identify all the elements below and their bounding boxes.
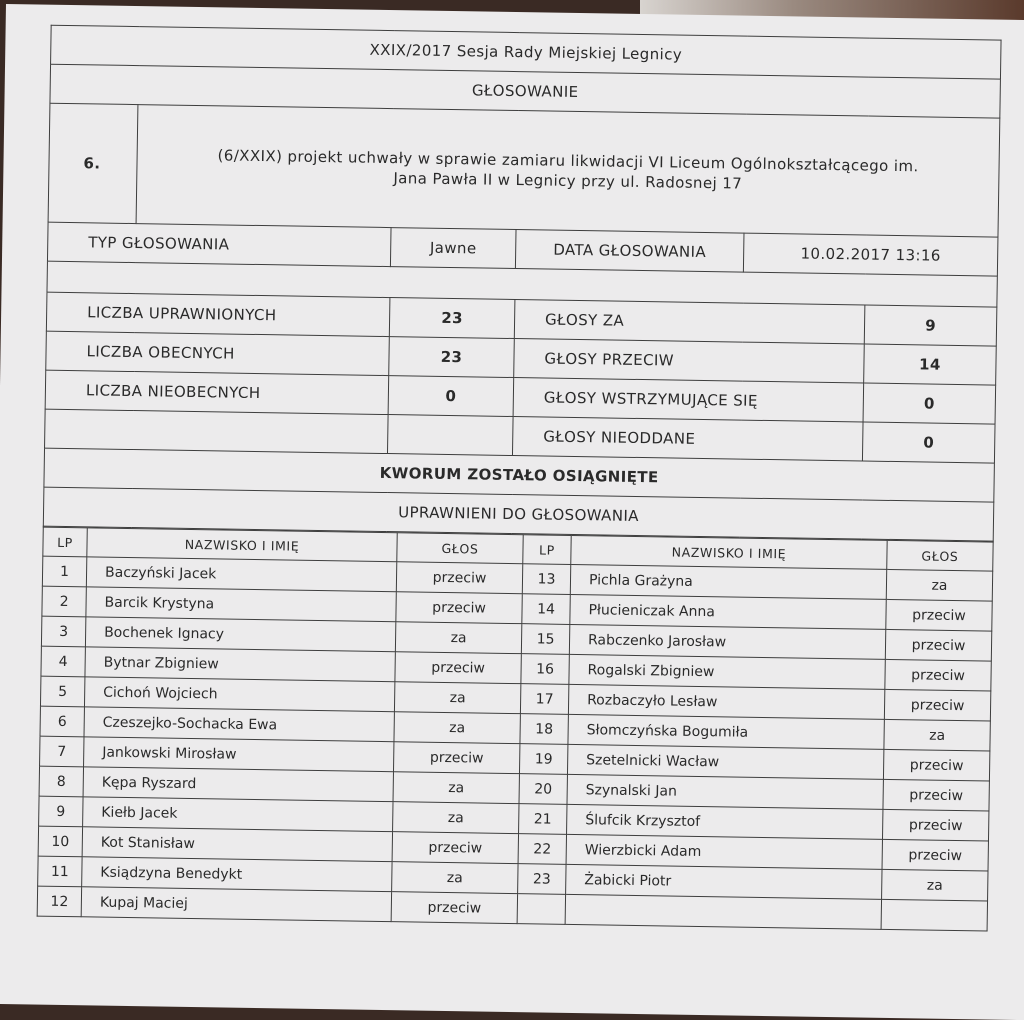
voter-vote: przeciw: [885, 659, 991, 691]
eligible-label: LICZBA UPRAWNIONYCH: [46, 292, 390, 336]
section-title: GŁOSOWANIE: [50, 64, 1001, 118]
session-title: XXIX/2017 Sesja Rady Miejskiej Legnicy: [51, 25, 1002, 79]
voter-name: Kępa Ryszard: [83, 767, 393, 802]
voter-name: Cichoń Wojciech: [84, 677, 394, 712]
voters-title: UPRAWNIENI DO GŁOSOWANIA: [43, 487, 994, 541]
voter-vote: za: [393, 802, 519, 834]
voter-vote: za: [394, 712, 520, 744]
col-name-left: NAZWISKO I IMIĘ: [87, 528, 397, 562]
voter-vote: przeciw: [396, 562, 522, 594]
eligible-value: 23: [389, 298, 515, 339]
voter-lp: 15: [521, 624, 569, 655]
voter-lp: 19: [519, 744, 567, 775]
voter-lp: 11: [38, 856, 82, 887]
voters-table-body: [37, 527, 993, 931]
voter-vote: przeciw: [395, 652, 521, 684]
voter-name: Rabczenko Jarosław: [569, 624, 885, 659]
voter-name: Ksiądzyna Benedykt: [82, 857, 392, 892]
voter-name: Żabicki Piotr: [566, 864, 882, 899]
item-description-line1: (6/XXIX) projekt uchwały w sprawie zamiaru likwidacji VI Liceum Ogólnokształcącego im.: [217, 146, 919, 176]
voter-lp: [517, 894, 565, 925]
voter-vote: za: [392, 862, 518, 894]
voter-vote: przeciw: [882, 809, 988, 841]
voter-name: Czeszejko-Sochacka Ewa: [84, 707, 394, 742]
votes-against-label: GŁOSY PRZECIW: [514, 339, 865, 383]
vote-type-value: Jawne: [390, 228, 516, 269]
vote-type-label: TYP GŁOSOWANIA: [47, 222, 391, 266]
item-description: [136, 105, 1000, 238]
voter-lp: 5: [40, 676, 84, 707]
item-number: 6.: [48, 103, 138, 223]
voter-name: Szetelnicki Wacław: [567, 744, 883, 779]
voter-vote: za: [882, 869, 988, 901]
voter-lp: 3: [41, 616, 85, 647]
voter-lp: 10: [38, 826, 82, 857]
voter-vote: przeciw: [392, 832, 518, 864]
voter-vote: [881, 899, 987, 931]
voter-vote: przeciw: [391, 892, 517, 924]
vote-date-value: 10.02.2017 13:16: [743, 233, 998, 276]
voter-lp: 16: [521, 654, 569, 685]
voter-vote: przeciw: [883, 779, 989, 811]
voter-vote: za: [395, 622, 521, 654]
present-value: 23: [389, 337, 515, 378]
item-description-line2: Jana Pawła II w Legnicy przy ul. Radosnej 17: [393, 169, 743, 193]
voter-name: Bochenek Ignacy: [85, 617, 395, 652]
voter-vote: przeciw: [396, 592, 522, 624]
absent-value: 0: [388, 376, 514, 417]
voter-vote: za: [884, 719, 990, 751]
col-name-right: NAZWISKO I IMIĘ: [571, 535, 887, 569]
voter-name: Barcik Krystyna: [86, 587, 396, 622]
votes-notcast-value: 0: [862, 422, 995, 463]
voter-lp: 2: [42, 586, 86, 617]
voter-name: Kot Stanisław: [82, 827, 392, 862]
voter-name: Pichla Grażyna: [570, 564, 886, 599]
voter-name: Rogalski Zbigniew: [569, 654, 885, 689]
voter-name: Płucieniczak Anna: [570, 594, 886, 629]
voting-summary-table: [43, 25, 1002, 542]
voter-lp: 21: [519, 804, 567, 835]
voter-vote: za: [393, 772, 519, 804]
present-label: LICZBA OBECNYCH: [46, 331, 390, 375]
voter-name: Bytnar Zbigniew: [85, 647, 395, 682]
voter-lp: 23: [518, 864, 566, 895]
votes-for-value: 9: [864, 305, 997, 346]
voter-name: [565, 894, 881, 929]
col-vote-right: GŁOS: [887, 540, 993, 571]
voter-vote: przeciw: [885, 629, 991, 661]
voter-vote: za: [394, 682, 520, 714]
voters-table: [37, 527, 994, 932]
voter-lp: 13: [522, 564, 570, 595]
voter-vote: przeciw: [884, 689, 990, 721]
voter-name: Wierzbicki Adam: [566, 834, 882, 869]
voter-name: Jankowski Mirosław: [84, 737, 394, 772]
votes-notcast-label: GŁOSY NIEODDANE: [512, 417, 863, 461]
col-lp-right: LP: [523, 535, 571, 565]
votes-for-label: GŁOSY ZA: [514, 300, 865, 344]
voter-name: Rozbaczyło Lesław: [568, 684, 884, 719]
col-vote-left: GŁOS: [397, 533, 523, 564]
votes-against-value: 14: [864, 344, 997, 385]
voter-lp: 7: [40, 736, 84, 767]
voter-lp: 22: [518, 834, 566, 865]
col-lp-left: LP: [43, 527, 87, 557]
voter-name: Ślufcik Krzysztof: [567, 804, 883, 839]
votes-abstain-value: 0: [863, 383, 996, 424]
voter-lp: 20: [519, 774, 567, 805]
voter-vote: przeciw: [882, 839, 988, 871]
voter-name: Szynalski Jan: [567, 774, 883, 809]
votes-abstain-label: GŁOSY WSTRZYMUJĄCE SIĘ: [513, 378, 864, 422]
voter-name: Baczyński Jacek: [86, 557, 396, 592]
voter-name: Kupaj Maciej: [81, 887, 391, 922]
voter-lp: 9: [39, 796, 83, 827]
voter-name: Słomczyńska Bogumiła: [568, 714, 884, 749]
voter-vote: przeciw: [393, 742, 519, 774]
voter-lp: 6: [40, 706, 84, 737]
vote-date-label: DATA GŁOSOWANIA: [515, 230, 744, 273]
voter-vote: za: [886, 569, 992, 601]
voter-lp: 12: [37, 886, 81, 917]
absent-label: LICZBA NIEOBECNYCH: [45, 370, 389, 414]
voter-lp: 4: [41, 646, 85, 677]
voter-lp: 18: [520, 714, 568, 745]
voter-lp: 14: [522, 594, 570, 625]
voter-vote: przeciw: [883, 749, 989, 781]
voting-document: [37, 25, 1001, 932]
empty-cell: [387, 415, 513, 456]
voter-lp: 1: [42, 556, 86, 587]
paper-sheet: [0, 4, 1024, 1020]
voter-lp: 17: [520, 684, 568, 715]
voter-lp: 8: [39, 766, 83, 797]
quorum-status: KWORUM ZOSTAŁO OSIĄGNIĘTE: [44, 448, 995, 502]
empty-cell: [45, 409, 389, 453]
voter-name: Kiełb Jacek: [83, 797, 393, 832]
voter-vote: przeciw: [886, 599, 992, 631]
